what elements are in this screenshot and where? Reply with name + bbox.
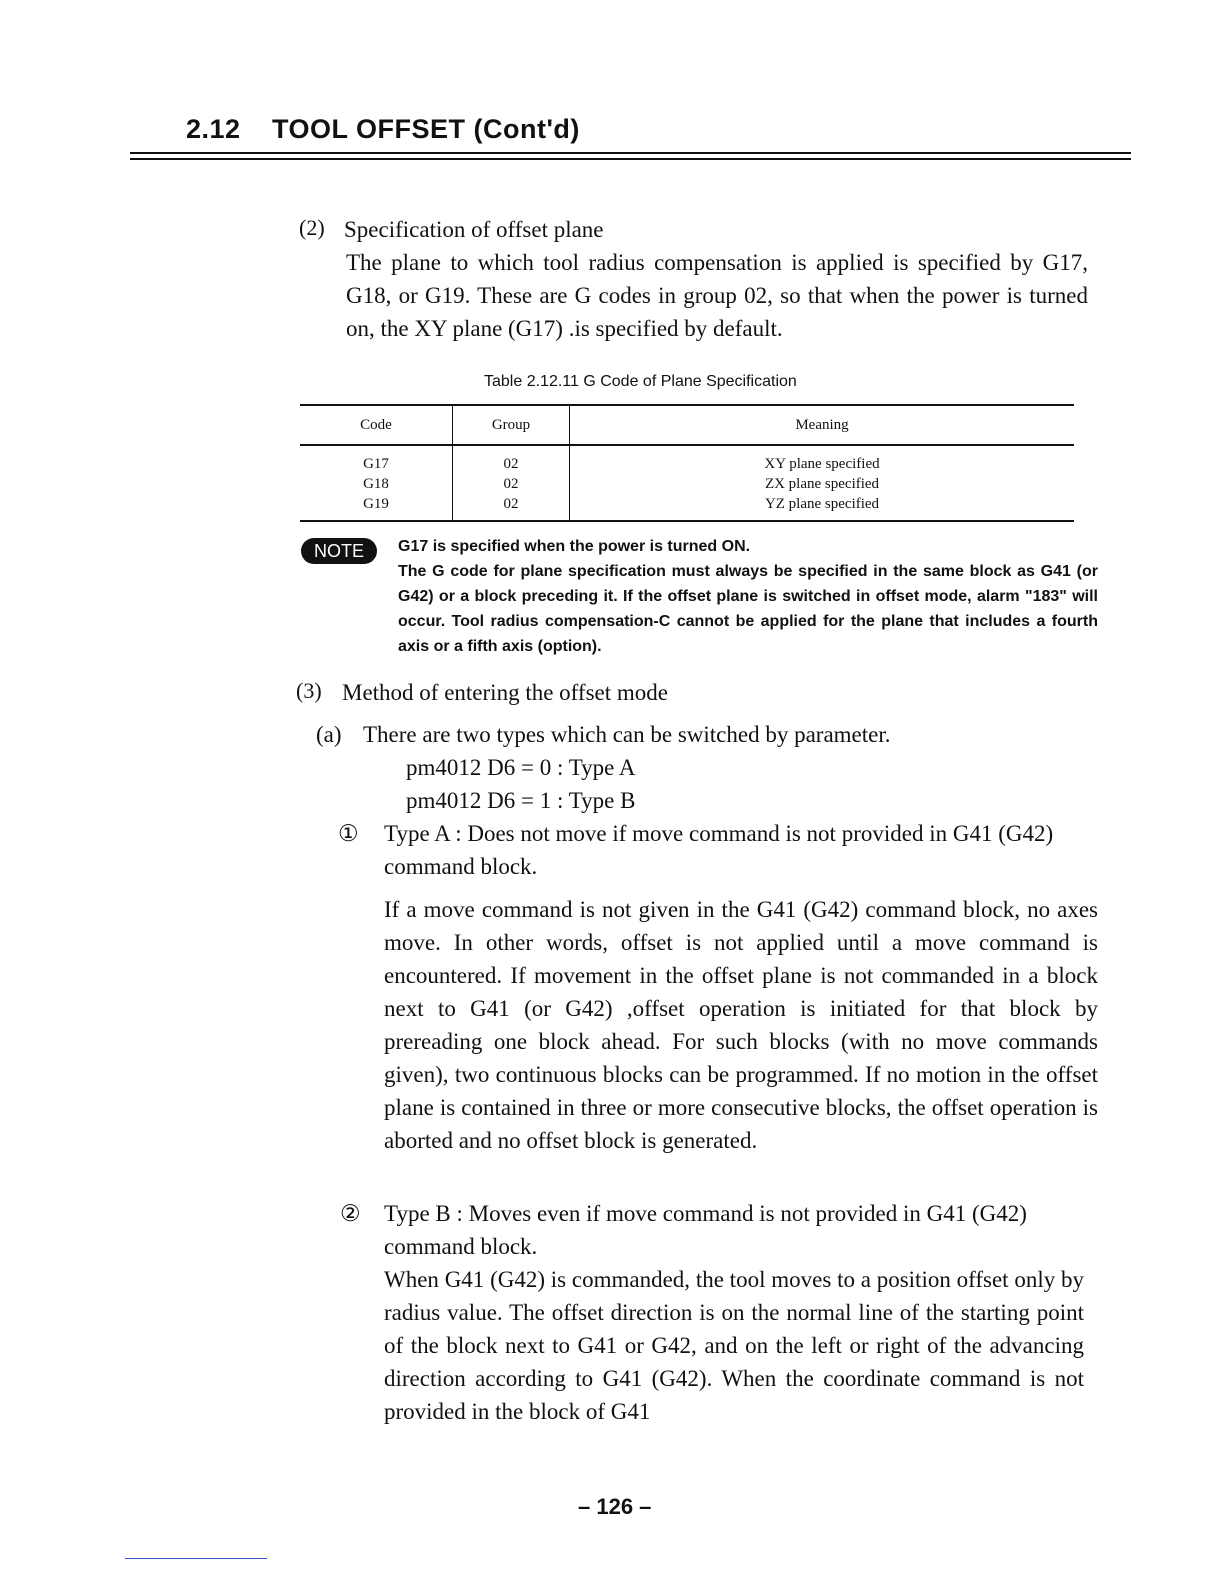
type-b-detail: When G41 (G42) is commanded, the tool moves to a position offset only by radius value. The offset direction is on the normal line of the starting point of the block next to G41 or G42, and on the left or right of the advancing direction according to G41 (G42). When the coordinate command is not provided in the block of G41 bbox=[384, 1267, 1084, 1424]
meaning-value: ZX plane specified bbox=[764, 476, 880, 492]
param-line-1: pm4012 D6 = 0 : Type A bbox=[406, 755, 636, 780]
code-cell bbox=[300, 445, 453, 521]
note-badge: NOTE bbox=[301, 538, 377, 564]
item-2-number: (2) bbox=[299, 215, 325, 240]
table-row bbox=[300, 445, 1074, 521]
group-cell bbox=[453, 445, 570, 521]
sub-a-label: (a) bbox=[316, 722, 342, 747]
table-caption: Table 2.12.11 G Code of Plane Specification bbox=[484, 373, 797, 390]
code-value: G18 bbox=[363, 476, 389, 492]
item-3-heading: Method of entering the offset mode bbox=[342, 680, 668, 705]
param-line-2: pm4012 D6 = 1 : Type B bbox=[406, 788, 636, 813]
group-value: 02 bbox=[503, 456, 519, 472]
plane-spec-table bbox=[300, 404, 1074, 522]
footer-link-rule bbox=[125, 1558, 267, 1559]
type-a-detail: If a move command is not given in the G41 (G42) command block, no axes move. In other words, offset is not applied until a move command is encountered. If movement in the offset plane is not commanded in a block next to G41 (or G42) ,offset operation is initiated for that block by prereading one block ahead. For such blocks (with no move commands given), two continuous blocks can be programmed. If no motion in the offset plane is contained in three or more consecutive blocks, the offset operation is aborted and no offset block is generated. bbox=[384, 897, 1098, 1153]
type-b-marker: ② bbox=[340, 1201, 361, 1226]
sub-a-text: There are two types which can be switched by parameter. bbox=[363, 722, 891, 747]
type-a-marker: ① bbox=[338, 821, 359, 846]
header-code: Code bbox=[300, 405, 453, 445]
note-line-1: G17 is specified when the power is turned ON. bbox=[398, 538, 751, 555]
note-line-2: The G code for plane specification must always be specified in the same block as G41 (or G42) or a block preceding it. If the offset plane is switched in offset mode, alarm "183" will occur. Tool radius compensation-C cannot be applied for the plane that includes a fourth axis or a fifth axis (option). bbox=[398, 563, 1098, 655]
header-meaning: Meaning bbox=[570, 405, 1075, 445]
note-text bbox=[398, 534, 1098, 659]
code-value: G17 bbox=[363, 456, 389, 472]
item-3-number: (3) bbox=[296, 678, 322, 703]
header-rule-bottom bbox=[130, 158, 1131, 160]
section-heading: TOOL OFFSET (Cont'd) bbox=[272, 114, 580, 144]
item-2-paragraph: The plane to which tool radius compensation is applied is specified by G17, G18, or G19. These are G codes in group 02, so that when the power is turned on, the XY plane (G17) .is specified by default. bbox=[346, 250, 1088, 341]
section-title bbox=[186, 114, 580, 145]
type-b-text: Type B : Moves even if move command is not provided in G41 (G42) command block. bbox=[384, 1201, 1027, 1259]
meaning-cell bbox=[570, 445, 1075, 521]
header-rule-top bbox=[130, 152, 1131, 154]
code-value: G19 bbox=[363, 496, 389, 512]
type-a-text: Type A : Does not move if move command is not provided in G41 (G42) command block. bbox=[384, 821, 1054, 879]
header-group: Group bbox=[453, 405, 570, 445]
group-value: 02 bbox=[503, 496, 519, 512]
table-header-row bbox=[300, 405, 1074, 445]
page-number: – 126 – bbox=[578, 1494, 652, 1519]
meaning-value: YZ plane specified bbox=[764, 496, 880, 512]
section-number: 2.12 bbox=[186, 114, 241, 144]
group-value: 02 bbox=[503, 476, 519, 492]
meaning-value: XY plane specified bbox=[764, 456, 880, 472]
item-2-heading: Specification of offset plane bbox=[344, 217, 604, 242]
